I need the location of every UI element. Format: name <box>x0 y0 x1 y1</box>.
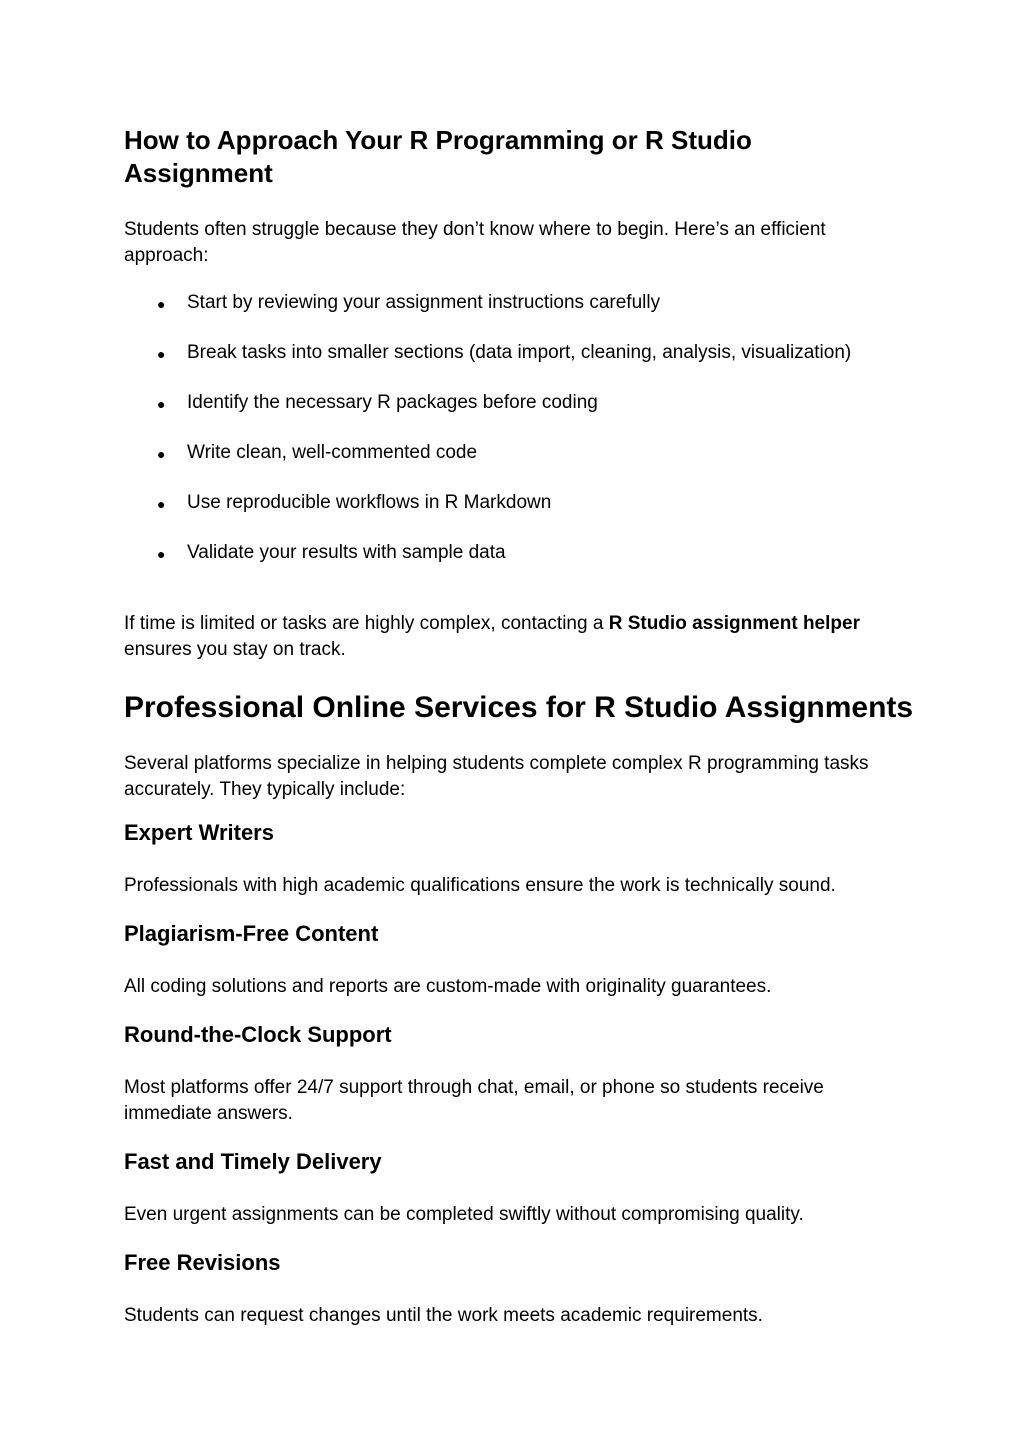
closing-text-bold-keyword: R Studio assignment helper <box>608 613 860 634</box>
list-item-text: Write clean, well-commented code <box>187 442 478 463</box>
feature-description: Students can request changes until the work meets academic requirements. <box>124 1305 763 1326</box>
list-item-text: Identify the necessary R packages before coding <box>187 392 598 413</box>
feature-description: Most platforms offer 24/7 support through chat, email, or phone so students receive immediate answers. <box>124 1077 824 1124</box>
feature-title: Plagiarism-Free Content <box>124 921 379 946</box>
list-item <box>124 540 894 566</box>
services-intro-paragraph: Several platforms specialize in helping students complete complex R programming tasks accurately. They typically include: <box>124 753 869 800</box>
list-item <box>124 340 894 366</box>
heading-professional-services: Professional Online Services for R Studio Assignments <box>124 691 914 724</box>
feature-title: Free Revisions <box>124 1250 281 1275</box>
feature-title: Fast and Timely Delivery <box>124 1149 382 1174</box>
feature-expert-writers <box>124 819 894 920</box>
list-item-text: Validate your results with sample data <box>187 542 506 563</box>
heading-how-to-approach: How to Approach Your R Programming or R Studio Assignment <box>124 125 752 188</box>
feature-round-the-clock <box>124 1021 894 1148</box>
feature-plagiarism-free <box>124 920 894 1021</box>
bullet-icon: ● <box>157 396 166 412</box>
list-item-text: Break tasks into smaller sections (data import, cleaning, analysis, visualization) <box>187 342 852 363</box>
list-item-text: Start by reviewing your assignment instructions carefully <box>187 292 661 313</box>
list-item <box>124 390 894 416</box>
feature-title: Expert Writers <box>124 820 274 845</box>
feature-description: Even urgent assignments can be completed swiftly without compromising quality. <box>124 1204 804 1225</box>
bullet-icon: ● <box>157 496 166 512</box>
closing-paragraph <box>124 611 894 663</box>
list-item-text: Use reproducible workflows in R Markdown <box>187 492 552 513</box>
closing-text-post: ensures you stay on track. <box>124 639 346 660</box>
bullet-icon: ● <box>157 546 166 562</box>
approach-steps-list <box>124 290 894 566</box>
feature-title: Round-the-Clock Support <box>124 1022 392 1047</box>
closing-text-pre: If time is limited or tasks are highly complex, contacting a <box>124 613 609 634</box>
list-item <box>124 290 894 316</box>
feature-free-revisions <box>124 1249 894 1350</box>
feature-description: Professionals with high academic qualifications ensure the work is technically sound. <box>124 875 836 896</box>
bullet-icon: ● <box>157 346 166 362</box>
list-item <box>124 440 894 466</box>
intro-paragraph: Students often struggle because they don’t know where to begin. Here’s an efficient approach: <box>124 219 826 266</box>
list-item <box>124 490 894 516</box>
bullet-icon: ● <box>157 446 166 462</box>
bullet-icon: ● <box>157 296 166 312</box>
feature-fast-delivery <box>124 1148 894 1249</box>
feature-description: All coding solutions and reports are custom-made with originality guarantees. <box>124 976 772 997</box>
